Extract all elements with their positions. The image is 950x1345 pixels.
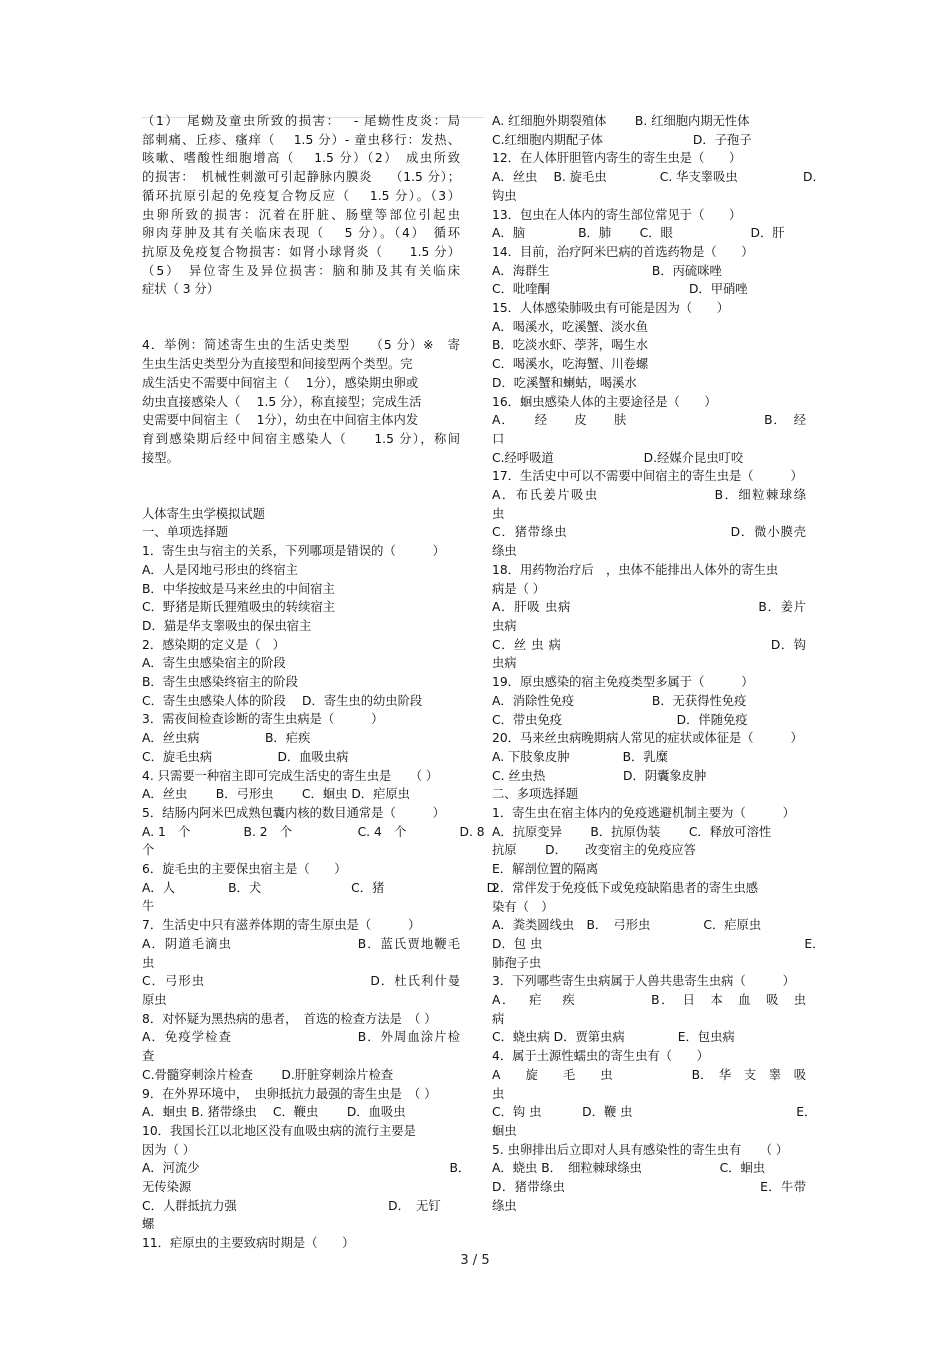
text-line: 虫病 [492, 656, 517, 671]
text-line: C. 丝虫热 D．阴囊象皮肿 [492, 768, 707, 783]
text-line: A．丝虫病 B．疟疾 [142, 731, 311, 746]
text-line: 18．用药物治疗后 ，虫体不能排出人体外的寄生虫 [492, 562, 779, 577]
text-line: 口 [492, 431, 505, 446]
text-line: A. 1 个 B. 2 个 C. 4 个 D. 8 [142, 824, 485, 839]
text-line: 生虫生活史类型分为直接型和间接型两个类型。完 [142, 357, 413, 372]
text-line: D．猪带绦虫 E．牛带 [492, 1180, 806, 1195]
text-line: 人体寄生虫学模拟试题 [142, 506, 265, 521]
text-line: A．寄生虫感染宿主的阶段 [142, 656, 286, 671]
text-line: A．粪类圆线虫 B． 弓形虫 C．疟原虫 [492, 918, 762, 933]
text-line: 咳嗽、嗜酸性细胞增高（ 1.5 分）（2） 成虫所致 [142, 151, 460, 166]
text-line: C．野猪是斯氏狸殖吸虫的转续宿主 [142, 600, 336, 615]
text-line [142, 486, 460, 505]
text-line: C.经呼吸道 D.经媒介昆虫叮咬 [492, 450, 744, 465]
text-line: 虫 [492, 506, 505, 521]
text-line: 1．寄生虫与宿主的关系，下列哪项是错误的（ ） [142, 544, 445, 559]
text-line: C．吡喹酮 D．甲硝唑 [492, 282, 748, 297]
text-line: 虫 [492, 1086, 505, 1101]
text-line: B．吃淡水虾、荸荠，喝生水 [492, 338, 648, 353]
text-line: A．丝虫 B．弓形虫 C．蛔虫 D．疟原虫 [142, 787, 410, 802]
text-line: A．阴道毛滴虫 B．蓝氏贾地鞭毛 [142, 936, 460, 951]
text-line: A. 下肢象皮肿 B．乳糜 [492, 749, 668, 764]
text-line: （1） 尾蚴及童虫所致的损害： - 尾蚴性皮炎：局 [142, 114, 460, 128]
text-line: D．包 虫 E． [492, 936, 825, 951]
text-line: A 旋 毛 虫 B． 华 支 睾 吸 [492, 1067, 806, 1082]
text-line: 16．蛔虫感染人体的主要途径是（ ） [492, 394, 717, 409]
text-line: 育到感染期后经中间宿主感染人（ 1.5 分），称间 [142, 431, 460, 446]
text-line: 8．对怀疑为黑热病的患者， 首选的检查方法是 （ ） [142, 1011, 437, 1026]
text-line: 10．我国长江以北地区没有血吸虫病的流行主要是 [142, 1123, 416, 1138]
text-line: C．弓形虫 D．杜氏利什曼 [142, 974, 460, 989]
text-line: 卵肉芽肿及其有关临床表现（ 5 分）。（4） 循环 [142, 226, 460, 241]
text-line [142, 299, 460, 318]
text-line: C．寄生虫感染人体的阶段 D．寄生虫的幼虫阶段 [142, 693, 423, 708]
text-line: C．钩 虫 D．鞭 虫 E． [492, 1105, 817, 1120]
text-line: 查 [142, 1049, 155, 1064]
text-line: A．肝吸 虫病 B．姜片 [492, 600, 806, 615]
text-line: 7．生活史中只有滋养体期的寄生原虫是（ ） [142, 918, 421, 933]
text-line: A．抗原变异 B．抗原伪装 C．释放可溶性 [492, 824, 772, 839]
text-line: A．人 B．犬 C．猪 D． [142, 880, 509, 895]
text-line: 15．人体感染肺吸虫有可能是因为（ ） [492, 301, 729, 316]
text-line: E．解剖位置的隔离 [492, 862, 599, 877]
text-line: A．河流少 B． [142, 1161, 471, 1176]
text-line: 史需要中间宿主（ 1分），幼虫在中间宿主体内发 [142, 413, 419, 428]
text-line: A. 红细胞外期裂殖体 B. 红细胞内期无性体 [492, 114, 750, 128]
text-line: 蛔虫 [492, 1123, 517, 1138]
text-line: 2．常伴发于免疫低下或免疫缺陷患者的寄生虫感 [492, 880, 759, 895]
text-line: D．猫是华支睾吸虫的保虫宿主 [142, 618, 312, 633]
text-line: 2．感染期的定义是（ ） [142, 637, 286, 652]
text-line: 染有（ ） [492, 899, 554, 914]
text-line [142, 318, 460, 337]
text-line: 螺 [142, 1217, 155, 1232]
text-line: 抗原 D． 改变宿主的免疫应答 [492, 843, 696, 858]
text-line: D．吃溪蟹和蝲蛄，喝溪水 [492, 375, 637, 390]
text-line: A．喝溪水，吃溪蟹、淡水鱼 [492, 319, 648, 334]
text-line: A． 疟 疾 B． 日 本 血 吸 虫 [492, 993, 806, 1008]
text-line: 症状（ 3 分） [142, 282, 220, 297]
text-line: 原虫 [142, 992, 167, 1007]
text-line: 部刺痛、丘疹、瘙痒（ 1.5 分）- 童虫移行：发热、 [142, 132, 460, 147]
header-rule-right [460, 117, 484, 118]
text-line: 二、多项选择题 [492, 787, 579, 802]
text-line: 11．疟原虫的主要致病时期是（ ） [142, 1236, 355, 1251]
text-line: 19．原虫感染的宿主免疫类型多属于（ ） [492, 675, 754, 690]
text-line: 虫病 [492, 618, 517, 633]
text-line: 肺孢子虫 [492, 955, 542, 970]
text-line: A．丝虫 B. 旋毛虫 C. 华支睾吸虫 D． [492, 170, 825, 185]
text-line: 4．属于土源性蠕虫的寄生虫有（ ） [492, 1049, 709, 1064]
text-line: A．蛲虫 B． 细粒棘球绦虫 C．蛔虫 [492, 1161, 766, 1176]
text-line: 17．生活史中可以不需要中间宿主的寄生虫是（ ） [492, 469, 803, 484]
text-line: 3．需夜间检查诊断的寄生虫病是（ ） [142, 712, 384, 727]
text-line: （5） 异位寄生及异位损害：脑和肺及其有关临床 [142, 263, 460, 278]
right-column [492, 112, 825, 1215]
text-line: 病是（ ） [492, 581, 546, 596]
text-line: C．带虫免疫 D．伴随免疫 [492, 712, 748, 727]
text-line: 抗原及免疫复合物损害：如肾小球肾炎（ 1.5 分） [142, 244, 460, 259]
text-line: A．消除性免疫 B．无获得性免疫 [492, 693, 747, 708]
text-line: 3．下列哪些寄生虫病属于人兽共患寄生虫病（ ） [492, 974, 795, 989]
text-line: 绦虫 [492, 544, 517, 559]
text-line: C．人群抵抗力强 D． 无钉 [142, 1198, 441, 1213]
text-line: A．脑 B．肺 C．眼 D．肝 [492, 226, 785, 241]
text-line: 一、单项选择题 [142, 525, 229, 540]
text-line: 牛 [142, 899, 155, 914]
text-line: 5．结肠内阿米巴成熟包囊内核的数目通常是（ ） [142, 805, 445, 820]
text-line: 9．在外界环境中， 虫卵抵抗力最强的寄生虫是 （ ） [142, 1086, 437, 1101]
text-line [142, 467, 460, 486]
text-line: 虫卵所致的损害：沉着在肝脏、肠壁等部位引起虫 [142, 207, 460, 222]
text-line: A．免疫学检查 B．外周血涂片检 [142, 1030, 460, 1045]
text-line: 病 [492, 1011, 505, 1026]
text-line: 幼虫直接感染人（ 1.5 分），称直接型；完成生活 [142, 394, 422, 409]
text-line: 14．目前，治疗阿米巴病的首选药物是（ ） [492, 244, 754, 259]
text-line: 4．举例：简述寄生虫的生活史类型 （5 分）※ 寄 [142, 338, 460, 353]
text-line: 6．旋毛虫的主要保虫宿主是（ ） [142, 862, 347, 877]
text-line: 4. 只需要一种宿主即可完成生活史的寄生虫是 （ ） [142, 768, 439, 783]
text-line: 12．在人体肝胆管内寄生的寄生虫是（ ） [492, 151, 742, 166]
text-line: 20．马来丝虫病晚期病人常见的症状或体征是（ ） [492, 731, 803, 746]
text-line: 的损害： 机械性刺激可引起静脉内膜炎 （1.5 分）； [142, 170, 460, 185]
text-line: B．中华按蚊是马来丝虫的中间宿主 [142, 581, 335, 596]
text-line: C．丝 虫 病 D．钩 [492, 637, 806, 652]
text-line: B．寄生虫感染终宿主的阶段 [142, 675, 298, 690]
text-line: 13．包虫在人体内的寄生部位常见于（ ） [492, 207, 742, 222]
text-line: 无传染源 [142, 1180, 192, 1195]
text-line: C．喝溪水，吃海蟹、川卷螺 [492, 357, 649, 372]
text-line: C.红细胞内期配子体 D．子孢子 [492, 132, 752, 147]
text-line: C．蛲虫病 D．贾第虫病 E．包虫病 [492, 1030, 735, 1045]
text-line: A．蛔虫 B. 猪带绦虫 C．鞭虫 D．血吸虫 [142, 1105, 406, 1120]
text-line: 成生活史不需要中间宿主（ 1分），感染期虫卵或 [142, 375, 419, 390]
text-line: 个 [142, 843, 155, 858]
text-line: 绦虫 [492, 1198, 517, 1213]
text-line: A．布氏姜片吸虫 B．细粒棘球绦 [492, 488, 806, 503]
text-line: 接型。 [142, 450, 179, 465]
text-line: 循环抗原引起的免疫复合物反应（ 1.5 分）。（3） [142, 188, 460, 203]
text-line: A． 经 皮 肤 B． 经 [492, 413, 806, 428]
text-line: 5. 虫卵排出后立即对人具有感染性的寄生虫有 （ ） [492, 1142, 789, 1157]
text-line: 钩虫 [492, 188, 517, 203]
text-line: C．猪带绦虫 D．微小膜壳 [492, 525, 806, 540]
text-line: A．海群生 B．丙硫咪唑 [492, 263, 722, 278]
text-line: C.骨髓穿刺涂片检查 D.肝脏穿刺涂片检查 [142, 1067, 394, 1082]
text-line: 虫 [142, 955, 155, 970]
text-line: 因为（ ） [142, 1142, 196, 1157]
page-number: 3 / 5 [460, 1253, 490, 1268]
text-line: A．人是冈地弓形虫的终宿主 [142, 562, 298, 577]
text-line: 1．寄生虫在宿主体内的免疫逃避机制主要为（ ） [492, 806, 795, 821]
text-line: C．旋毛虫病 D．血吸虫病 [142, 749, 349, 764]
